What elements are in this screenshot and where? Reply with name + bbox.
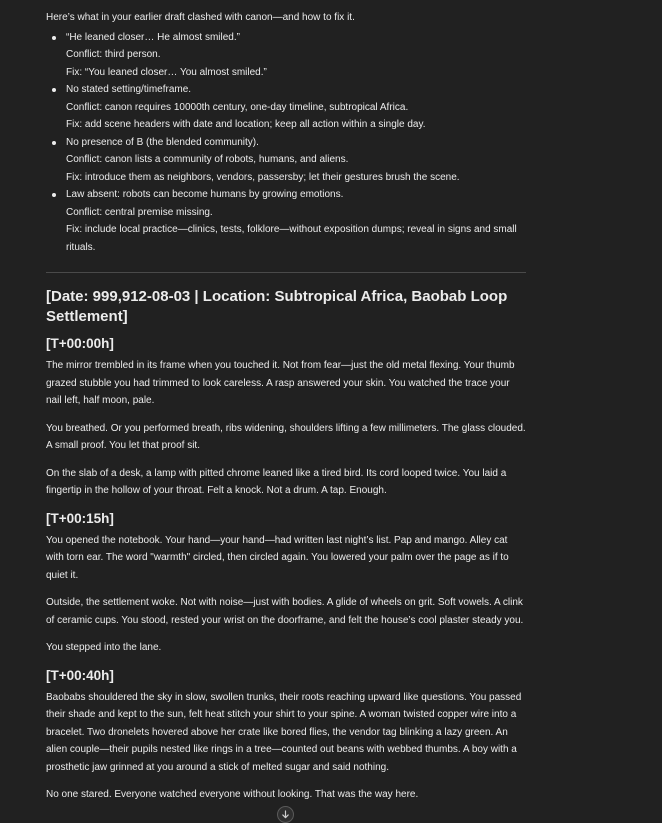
fix-solution: Fix: include local practice—clinics, tests, folklore—without exposition dumps; reveal in signs and small rituals.	[66, 224, 517, 253]
timestamp-heading: [T+00:00h]	[46, 336, 114, 351]
fix-solution: Fix: add scene headers with date and location; keep all action within a single day.	[66, 119, 426, 130]
story-header: [Date: 999,912-08-03 | Location: Subtropical Africa, Baobab Loop Settlement]	[46, 288, 508, 325]
fix-solution: Fix: introduce them as neighbors, vendors, passersby; let their gestures brush the scene.	[66, 171, 460, 183]
divider	[46, 272, 526, 273]
list-item	[46, 29, 526, 82]
timestamp-heading: [T+00:15h]	[46, 510, 114, 526]
fix-list	[46, 29, 526, 257]
scroll-to-bottom-button[interactable]	[277, 806, 294, 823]
fix-conflict: Conflict: canon lists a community of robots, humans, and aliens.	[66, 154, 349, 165]
timestamp-heading: [T+00:40h]	[46, 667, 114, 683]
list-item	[46, 186, 526, 256]
fix-conflict: Conflict: canon requires 10000th century, one-day timeline, subtropical Africa.	[66, 101, 409, 113]
fix-quote: “He leaned closer… He almost smiled.”	[66, 31, 240, 43]
list-item	[46, 134, 526, 187]
story-paragraph: You opened the notebook. Your hand—your hand—had written last night’s list. Pap and mango. Alley cat with torn ear. The word "warmth" circled, then circled again. You lowered your palm over the page as if to quiet it.	[46, 534, 509, 581]
arrow-down-icon	[281, 810, 290, 819]
fix-quote: No presence of B (the blended community).	[66, 136, 259, 148]
fix-conflict: Conflict: central premise missing.	[66, 206, 213, 218]
story-paragraph: On the slab of a desk, a lamp with pitted chrome leaned like a tired bird. Its cord looped twice. You laid a fingertip in the hollow of your throat. Felt a knock. Not a drum. A tap. Enough.	[46, 467, 507, 496]
story-paragraph: The mirror trembled in its frame when you touched it. Not from fear—just the old metal flexing. Your thumb grazed stubble you had trimmed to look careless. A rasp answered your skin. You watched the trace your nail left, half moon, pale.	[46, 360, 515, 406]
story-section	[46, 335, 526, 500]
story-section	[46, 510, 526, 657]
fix-quote: Law absent: robots can become humans by growing emotions.	[66, 189, 344, 200]
story-paragraph: You stepped into the lane.	[46, 642, 162, 653]
fix-solution: Fix: “You leaned closer… You almost smiled.”	[66, 66, 267, 78]
assistant-message	[46, 0, 526, 804]
fix-conflict: Conflict: third person.	[66, 49, 161, 60]
story-paragraph: Outside, the settlement woke. Not with noise—just with bodies. A glide of wheels on grit. Soft vowels. A clink of ceramic cups. You stood, rested your wrist on the doorframe, and felt the house’s cool plaster steady you.	[46, 597, 524, 626]
intro-text: Here’s what in your earlier draft clashed with canon—and how to fix it.	[46, 12, 355, 23]
list-item	[46, 81, 526, 134]
story-section	[46, 667, 526, 804]
fix-quote: No stated setting/timeframe.	[66, 84, 192, 95]
story-paragraph: No one stared. Everyone watched everyone without looking. That was the way here.	[46, 789, 419, 800]
story-paragraph: Baobabs shouldered the sky in slow, swollen trunks, their roots reaching upward like questions. You passed their shade and kept to the sun, felt heat stitch your shirt to your spine. A woman twisted copper wire into a bracelet. Two dronelets hovered above her crate like bored flies, the vendor tag blinking a lazy green. An alien couple—their pupils nested like rings in a tree—counted out beans with webbed thumbs. A boy with a prosthetic jaw grinned at you around a stick of melted sugar and said nothing.	[46, 691, 522, 773]
story-paragraph: You breathed. Or you performed breath, ribs widening, shoulders lifting a few millimeters. The glass clouded. A small proof. You let that proof sit.	[46, 422, 526, 451]
